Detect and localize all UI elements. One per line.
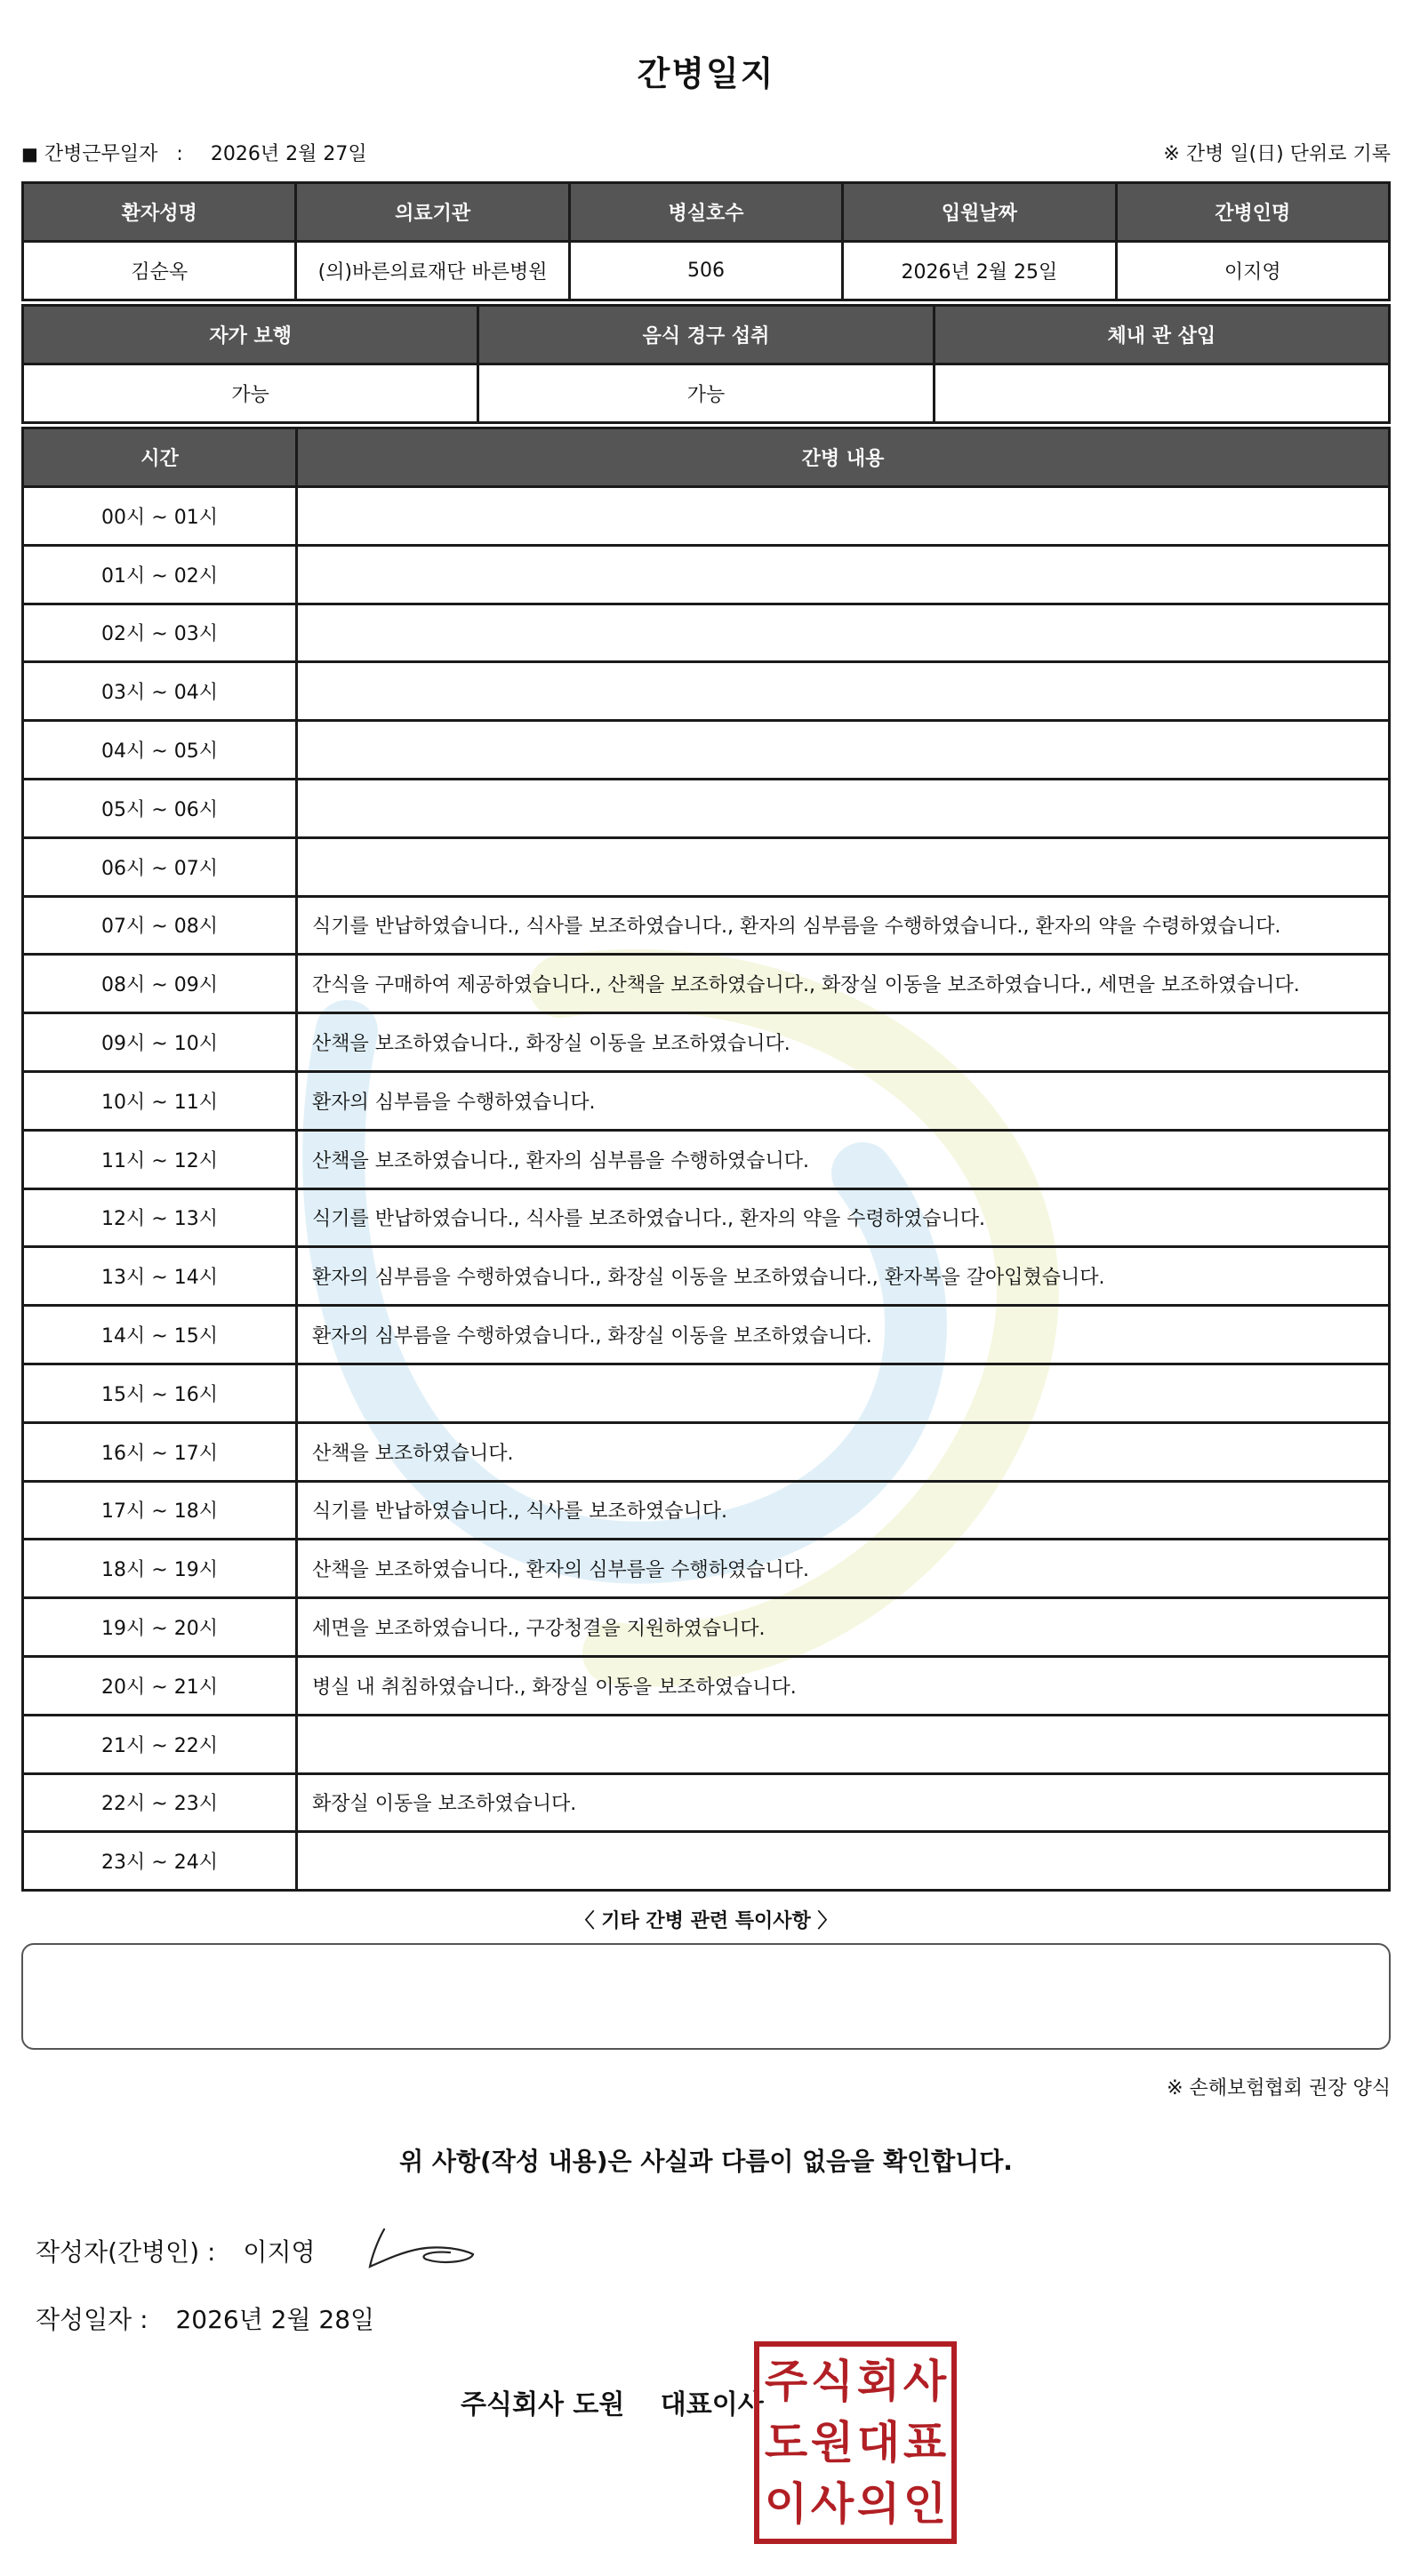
header-oral-intake: 음식 경구 섭취 (478, 306, 934, 364)
page-title: 간병일지 (637, 54, 775, 93)
ceo-title: 대표이사 (660, 2389, 764, 2420)
time-slot: 19시 ~ 20시 (23, 1598, 297, 1657)
time-slot: 00시 ~ 01시 (23, 487, 297, 546)
table-row (23, 1656, 1390, 1715)
square-bullet-icon: ■ (21, 143, 38, 164)
header-time: 시간 (23, 428, 297, 487)
seal-char: 회 (856, 2355, 901, 2407)
table-row (23, 1598, 1390, 1657)
table-row (23, 779, 1390, 837)
seal-char: 의 (856, 2478, 901, 2531)
care-content: 병실 내 취침하였습니다., 화장실 이동을 보조하였습니다. (297, 1656, 1390, 1715)
table-row (23, 545, 1390, 604)
admission-date: 2026년 2월 25일 (843, 242, 1116, 300)
patient-status-table (21, 304, 1391, 424)
room-number: 506 (569, 242, 842, 300)
time-slot: 13시 ~ 14시 (23, 1247, 297, 1306)
time-slot: 21시 ~ 22시 (23, 1715, 297, 1773)
time-slot: 08시 ~ 09시 (23, 955, 297, 1013)
seal-char: 식 (810, 2355, 854, 2407)
care-content (297, 1364, 1390, 1422)
header-caregiver-name: 간병인명 (1116, 183, 1389, 242)
time-slot: 18시 ~ 19시 (23, 1540, 297, 1598)
work-date-separator: : (176, 143, 183, 165)
header-hospital: 의료기관 (296, 183, 569, 242)
meta-row (21, 139, 1391, 171)
caregiver-name: 이지영 (1116, 242, 1389, 300)
written-date-line (36, 2300, 374, 2336)
patient-info-table (21, 181, 1391, 301)
table-row (23, 1540, 1390, 1598)
time-slot: 10시 ~ 11시 (23, 1071, 297, 1130)
care-content (297, 1715, 1390, 1773)
table-row (23, 1832, 1390, 1891)
record-note: ※ 간병 일(日) 단위로 기록 (1163, 143, 1391, 165)
status-header-row (23, 306, 1390, 364)
table-row (23, 837, 1390, 896)
header-care-content: 간병 내용 (297, 428, 1390, 487)
care-content (297, 779, 1390, 837)
time-slot: 20시 ~ 21시 (23, 1656, 297, 1715)
time-slot: 01시 ~ 02시 (23, 545, 297, 604)
seal-char: 원 (810, 2416, 854, 2468)
care-content (297, 662, 1390, 721)
time-slot: 04시 ~ 05시 (23, 721, 297, 780)
table-row (23, 1715, 1390, 1773)
table-row (23, 662, 1390, 721)
time-slot: 12시 ~ 13시 (23, 1188, 297, 1247)
self-walking-value: 가능 (23, 364, 478, 423)
care-content: 환자의 심부름을 수행하였습니다., 화장실 이동을 보조하였습니다., 환자복을 갈아입혔습니다. (297, 1247, 1390, 1306)
table-row (23, 1773, 1390, 1832)
care-content: 식기를 반납하였습니다., 식사를 보조하였습니다., 환자의 심부름을 수행하였습니다., 환자의 약을 수령하였습니다. (297, 896, 1390, 955)
written-date-value: 2026년 2월 28일 (175, 2305, 375, 2334)
care-content: 식기를 반납하였습니다., 식사를 보조하였습니다. (297, 1481, 1390, 1540)
patient-name: 김순옥 (23, 242, 296, 300)
care-content: 화장실 이동을 보조하였습니다. (297, 1773, 1390, 1832)
care-log-body (23, 487, 1390, 1891)
table-row (23, 1130, 1390, 1188)
table-row (23, 1306, 1390, 1364)
time-slot: 23시 ~ 24시 (23, 1832, 297, 1891)
time-slot: 09시 ~ 10시 (23, 1013, 297, 1072)
handwritten-signature (365, 2222, 480, 2276)
care-content: 산책을 보조하였습니다., 화장실 이동을 보조하였습니다. (297, 1013, 1390, 1072)
header-admission-date: 입원날짜 (843, 183, 1116, 242)
time-slot: 15시 ~ 16시 (23, 1364, 297, 1422)
time-slot: 07시 ~ 08시 (23, 896, 297, 955)
table-row (23, 955, 1390, 1013)
patient-info-header-row (23, 183, 1390, 242)
time-slot: 03시 ~ 04시 (23, 662, 297, 721)
header-room: 병실호수 (569, 183, 842, 242)
form-source-note: ※ 손해보험협회 권장 양식 (1167, 2077, 1391, 2100)
care-content: 식기를 반납하였습니다., 식사를 보조하였습니다., 환자의 약을 수령하였습니다. (297, 1188, 1390, 1247)
time-slot: 02시 ~ 03시 (23, 604, 297, 662)
seal-char: 인 (903, 2478, 947, 2531)
table-row (23, 1422, 1390, 1481)
seal-char: 대 (856, 2416, 901, 2468)
seal-char: 도 (764, 2416, 808, 2468)
care-content (297, 545, 1390, 604)
header-self-walking: 자가 보행 (23, 306, 478, 364)
care-content (297, 1832, 1390, 1891)
table-row (23, 1188, 1390, 1247)
writer-name: 이지영 (243, 2237, 316, 2267)
care-content (297, 837, 1390, 896)
care-content (297, 604, 1390, 662)
patient-info-value-row (23, 242, 1390, 300)
special-notes-box (21, 1943, 1391, 2050)
company-line (461, 2382, 764, 2421)
written-date-label: 작성일자 : (36, 2305, 148, 2334)
work-date-label: 간병근무일자 (44, 143, 158, 165)
writer-label: 작성자(간병인) : (36, 2237, 216, 2267)
time-slot: 14시 ~ 15시 (23, 1306, 297, 1364)
status-value-row (23, 364, 1390, 423)
care-content: 산책을 보조하였습니다. (297, 1422, 1390, 1481)
header-tube-insertion: 체내 관 삽입 (934, 306, 1389, 364)
table-row (23, 721, 1390, 780)
work-date-block (21, 139, 367, 166)
care-log-table (21, 427, 1391, 1892)
care-content: 환자의 심부름을 수행하였습니다., 화장실 이동을 보조하였습니다. (297, 1306, 1390, 1364)
care-content: 환자의 심부름을 수행하였습니다. (297, 1071, 1390, 1130)
company-name: 주식회사 도원 (461, 2389, 625, 2420)
table-row (23, 1364, 1390, 1422)
time-slot: 16시 ~ 17시 (23, 1422, 297, 1481)
special-notes-title: 〈 기타 간병 관련 특이사항 〉 (574, 1910, 838, 1932)
oral-intake-value: 가능 (478, 364, 934, 423)
writer-line (36, 2233, 316, 2268)
care-content (297, 721, 1390, 780)
table-row (23, 604, 1390, 662)
time-slot: 17시 ~ 18시 (23, 1481, 297, 1540)
work-date-value: 2026년 2월 27일 (210, 143, 367, 165)
confirmation-statement: 위 사항(작성 내용)은 사실과 다름이 없음을 확인합니다. (399, 2147, 1013, 2176)
company-seal-stamp (754, 2341, 957, 2544)
header-patient-name: 환자성명 (23, 183, 296, 242)
seal-char: 사 (810, 2478, 854, 2531)
care-content: 간식을 구매하여 제공하였습니다., 산책을 보조하였습니다., 화장실 이동을 보조하였습니다., 세면을 보조하였습니다. (297, 955, 1390, 1013)
care-content (297, 487, 1390, 546)
seal-char: 이 (764, 2478, 808, 2531)
time-slot: 11시 ~ 12시 (23, 1130, 297, 1188)
seal-char: 표 (903, 2416, 947, 2468)
table-row (23, 1481, 1390, 1540)
care-content: 세면을 보조하였습니다., 구강청결을 지원하였습니다. (297, 1598, 1390, 1657)
time-slot: 06시 ~ 07시 (23, 837, 297, 896)
time-slot: 05시 ~ 06시 (23, 779, 297, 837)
time-slot: 22시 ~ 23시 (23, 1773, 297, 1832)
table-row (23, 487, 1390, 546)
table-row (23, 1247, 1390, 1306)
seal-char: 주 (764, 2355, 808, 2407)
table-row (23, 896, 1390, 955)
table-row (23, 1013, 1390, 1072)
table-row (23, 1071, 1390, 1130)
hospital-name: (의)바른의료재단 바른병원 (296, 242, 569, 300)
care-log-header-row (23, 428, 1390, 487)
care-content: 산책을 보조하였습니다., 환자의 심부름을 수행하였습니다. (297, 1540, 1390, 1598)
tube-insertion-value (934, 364, 1389, 423)
care-content: 산책을 보조하였습니다., 환자의 심부름을 수행하였습니다. (297, 1130, 1390, 1188)
seal-char: 사 (903, 2355, 947, 2407)
